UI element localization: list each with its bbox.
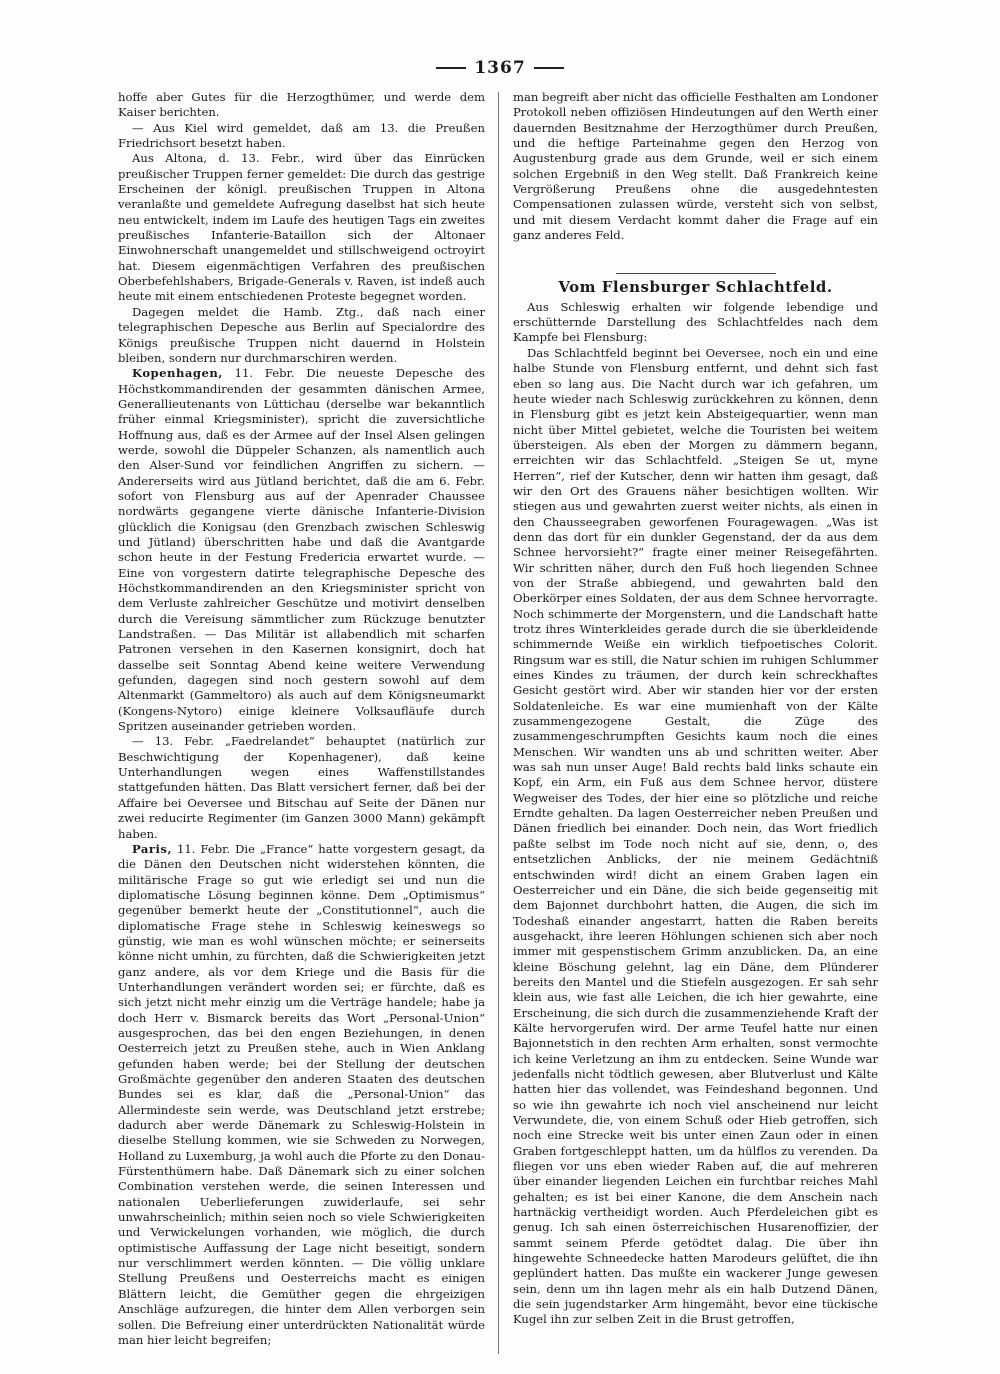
column-divider — [498, 92, 499, 1354]
header-rule-right — [534, 67, 564, 69]
paragraph: — Aus Kiel wird gemeldet, daß am 13. die Preußen Friedrichsort besetzt haben. — [118, 120, 485, 151]
paragraph-body: 11. Febr. Die neueste Depesche des Höchstkommandirenden der gesammten dänischen Armee, Generallieutenants von Lüttichau (derselbe war bekanntlich früher einmal Kriegsminister), spricht die zuversichtliche Hoffnung aus, daß es der Armee auf der Insel Alsen gelingen werde, sowohl die Düppeler Schanzen, als namentlich auch den Alser-Sund vor feindlichen Angriffen zu sichern. — Andererseits wird aus Jütland berichtet, daß die am 6. Febr. sofort von Flensburg aus auf der Apenrader Chaussee nordwärts gegangene vierte dänische Infanterie-Division glücklich die Konigsau (den Grenzbach zwischen Schleswig und Jütland) überschritten habe und daß die Avantgarde schon heute in der Festung Fredericia erwartet wurde. — Eine von vorgestern datirte telegraphische Depesche des Höchstkommandirenden an den Kriegsminister spricht von dem Verluste zahlreicher Geschütze und motivirt denselben durch die Vereisung sämmtlicher zum Rückzuge benutzter Landstraßen. — Das Militär ist allabendlich mit scharfen Patronen versehen in den Kasernen konsignirt, doch hat dasselbe seit Sonntag Abend keine weitere Verwendung gefunden, dagegen sind noch gestern sowohl auf dem Altenmarkt (Gammeltoro) als auch auf dem Königsneumarkt (Kongens-Nytoro) einige kleinere Volksaufläufe durch Spritzen auseinander getrieben worden. — [118, 366, 485, 734]
paragraph: Dagegen meldet die Hamb. Ztg., daß nach einer telegraphischen Depesche aus Berlin auf Specialordre des Königs preußische Truppen nicht dauernd in Holstein bleiben, sondern nur durchmarschiren werden. — [118, 304, 485, 365]
page-header — [0, 58, 1000, 78]
paragraph: Das Schlachtfeld beginnt bei Oeversee, noch ein und eine halbe Stunde von Flensburg entfernt, und dehnt sich fast eben so lang aus. Die Nacht durch war ich gefahren, um heute wieder nach Schleswig zurückkehren zu können, denn in Flensburg gibt es jetzt kein Absteigequartier, wenn man nicht über Mittel gebietet, welche die Touristen bei weitem übersteigen. Als eben der Morgen zu dämmern begann, erreichten wir das Schlachtfeld. „Steigen Se ut, myne Herren“, rief der Kutscher, denn wir hatten ihm gesagt, daß wir den Ort des Grauens näher besichtigen wollten. Wir stiegen aus und gewahrten zuerst weiter nichts, als einen in den Chausseegraben geworfenen Fouragewagen. „Was ist denn das dort für ein dunkler Gegenstand, der da aus dem Schnee hervorsieht?“ fragte einer meiner Reisegefährten. Wir schritten näher, durch den Fuß hoch liegenden Schnee von der Straße abbiegend, und gewahrten bald den Oberkörper eines Soldaten, der aus dem Schnee hervorragte. Noch schimmerte der Morgenstern, und die Landschaft hatte trotz ihres Winterkleides gerade durch die sie überkleidende schimmernde Weiße ein wirklich tiefpoetisches Colorit. Ringsum war es still, die Natur schien im ruhigen Schlummer eines Kindes zu träumen, der durch kein schreckhaftes Gesicht gestört wird. Aber wir standen hier vor der ersten Soldatenleiche. Es war eine mumienhaft von der Kälte zusammengezogene Gestalt, die Züge des zusammengeschrumpften Gesichts kaum noch die eines Menschen. Wir wandten uns ab und schritten weiter. Aber was sah nun unser Auge! Bald rechts bald links schaute ein Kopf, ein Arm, ein Fuß aus dem Schnee hervor, düstere Wegweiser des Todes, der hier eine so plötzliche und reiche Erndte gehalten. Da lagen Oesterreicher neben Preußen und Dänen friedlich bei einander. Doch nein, das Wort friedlich paßte selbst im Tode noch nicht auf sie, denn, o, des entsetzlichen Anblicks, der nie meinem Gedächtniß entschwinden wird! dicht an einem Graben lagen ein Oesterreicher und ein Däne, die sich beide gegenseitig mit dem Bajonnet durchbohrt hatten, die Augen, die sich im Todeshaß einander angestarrt, hatten die Raben bereits ausgehackt, ihre leeren Höhlungen schienen sich aber noch immer mit gespenstischem Grimm anzublicken. Da, an eine kleine Böschung gelehnt, lag ein Däne, dem Plünderer bereits den Mantel und die Stiefeln ausgezogen. Er sah sehr klein aus, wie fast alle Leichen, die ich hier gewahrte, eine Erscheinung, die sich durch die zusammenziehende Kraft der Kälte hervorgerufen wird. Der arme Teufel hatte nur einen Bajonnetstich in den rechten Arm erhalten, sonst vermochte ich keine Verletzung an ihm zu entdecken. Seine Wunde war jedenfalls nicht tödtlich gewesen, aber Blutverlust und Kälte hatten hier das vollendet, was Feindeshand begonnen. Und so wie ihn gewahrte ich noch viel anscheinend nur leicht Verwundete, die, von einem Schuß oder Hieb getroffen, sich noch eine Strecke weit bis unter einen Zaun oder in einen Graben fortgeschleppt hatten, um da hülflos zu verenden. Da fliegen vor uns eben wieder Raben auf, die auf mehreren über einander liegenden Leichen ein furchtbar reiches Mahl gehalten; es ist bei einer Kanone, die dem Anschein nach hartnäckig vertheidigt worden. Auch Pferdeleichen gibt es genug. Ich sah einen österreichischen Husarenoffizier, der sammt seinem Pferde getödtet dalag. Die über ihn hingewehte Schneedecke hatten Marodeurs gelüftet, die ihn geplündert hatten. Das mußte ein wackerer Junge gewesen sein, denn um ihn lagen mehr als ein halb Dutzend Dänen, die sein jugendstarker Arm hingemäht, bevor eine tückische Kugel ihn zur selben Zeit in die Brust getroffen, — [513, 345, 878, 1327]
section-rule — [616, 273, 776, 274]
paragraph-kopenhagen — [118, 366, 485, 734]
section-title: Vom Flensburger Schlachtfeld. — [558, 278, 833, 297]
header-rule-left — [436, 67, 466, 69]
paragraph: man begreift aber nicht das officielle Festhalten am Londoner Protokoll neben offiziösen Hindeutungen auf den Werth einer dauernden Besitznahme der Herzogthümer durch Preußen, und die heftige Parteinahme gegen den Herzog von Augustenburg grade aus dem Grunde, weil er sich einem solchen Ergebniß in den Weg stellt. Daß Frankreich keine Vergrößerung Preußens ohne die ausgedehntesten Compensationen zulassen würde, versteht sich von selbst, und mit diesem Verdacht kommt daher die Frage auf ein ganz anderes Feld. — [513, 90, 878, 243]
paragraph: — 13. Febr. „Faedrelandet“ behauptet (natürlich zur Beschwichtigung der Kopenhagener), daß keine Unterhandlungen wegen eines Waffenstillstandes stattgefunden hätten. Das Blatt versichert ferner, daß bei der Affaire bei Oeversee und Bitschau auf Seite der Dänen nur zwei reducirte Regimenter (im Ganzen 3000 Mann) gekämpft haben. — [118, 734, 485, 841]
paragraph-paris — [118, 842, 485, 1348]
dateline-kopenhagen: Kopenhagen, — [132, 366, 223, 381]
right-column — [513, 90, 878, 1328]
paragraph: hoffe aber Gutes für die Herzogthümer, und werde dem Kaiser berichten. — [118, 90, 485, 120]
paragraph: Aus Altona, d. 13. Febr., wird über das Einrücken preußischer Truppen ferner gemeldet: Die durch das gestrige Erscheinen der königl. preußischen Truppen in Altona veranlaßte und gemeldete Aufregung daselbst hat sich heute neu entwickelt, indem im Laufe des heutigen Tags ein zweites preußisches Infanterie-Bataillon sich der Altonaer Einwohnerschaft unangemeldet und stillschweigend octroyirt hat. Diesem eigenmächtigen Verfahren des preußischen Oberbefehlshabers, Brigade-Generals v. Raven, ist indeß auch heute mit einem entschiedenen Proteste begegnet worden. — [118, 151, 485, 304]
dateline-paris: Paris, — [132, 841, 172, 856]
paragraph: Aus Schleswig erhalten wir folgende lebendige und erschütternde Darstellung des Schlachtfeldes nach dem Kampfe bei Flensburg: — [513, 299, 878, 345]
page-number: 1367 — [474, 58, 526, 78]
paragraph-body: 11. Febr. Die „France“ hatte vorgestern gesagt, da die Dänen den Deutschen nicht widerstehen könnten, die militärische Frage so gut wie erledigt sei und nun die diplomatische Lösung beginnen könne. Dem „Optimismus“ gegenüber bemerkt heute der „Constitutionnel“, auch die diplomatische Frage stehe in Schleswig keineswegs so günstig, wie man es wohl wünschen möchte; er seinerseits könne nicht umhin, zu fürchten, daß die Schwierigkeiten jetzt ganz andere, als vor dem Kriege und die Basis für die Unterhandlungen verändert worden sei; er fürchte, daß es sich jetzt nicht mehr einzig um die Verträge handele; habe ja doch Herr v. Bismarck bereits das Wort „Personal-Union“ ausgesprochen, das bei den engen Beziehungen, in denen Oesterreich jetzt zu Preußen stehe, auch in Wien Anklang gefunden haben werde; bei der Stellung der deutschen Großmächte gegenüber den anderen Staaten des deutschen Bundes sei es klar, daß die „Personal-Union“ das Allermindeste sein werde, was Deutschland jetzt erstrebe; dadurch aber werde Dänemark zu Schleswig-Holstein in dieselbe Stellung kommen, wie sie Schweden zu Norwegen, Holland zu Luxemburg, ja wohl auch die Pforte zu den Donau-Fürstenthümern habe. Daß Dänemark sich zu einer solchen Combination verstehen werde, die seinen Interessen und nationalen Ueberlieferungen zuwiderlaufe, sei sehr unwahrscheinlich; mithin seien noch so viele Schwierigkeiten und Verwickelungen vorhanden, wie möglich, die durch optimistische Auffassung der Lage nicht beseitigt, sondern nur verschlimmert werden könnten. — Die völlig unklare Stellung Preußens und Oesterreichs macht es einigen Blättern leicht, die Gemüther gegen die ehrgeizigen Anschläge aufzuregen, die hinter dem Allen verborgen sein sollen. Die Befreiung einer unterdrückten Nationalität würde man hier leicht begreifen; — [118, 841, 485, 1347]
left-column — [118, 90, 485, 1348]
